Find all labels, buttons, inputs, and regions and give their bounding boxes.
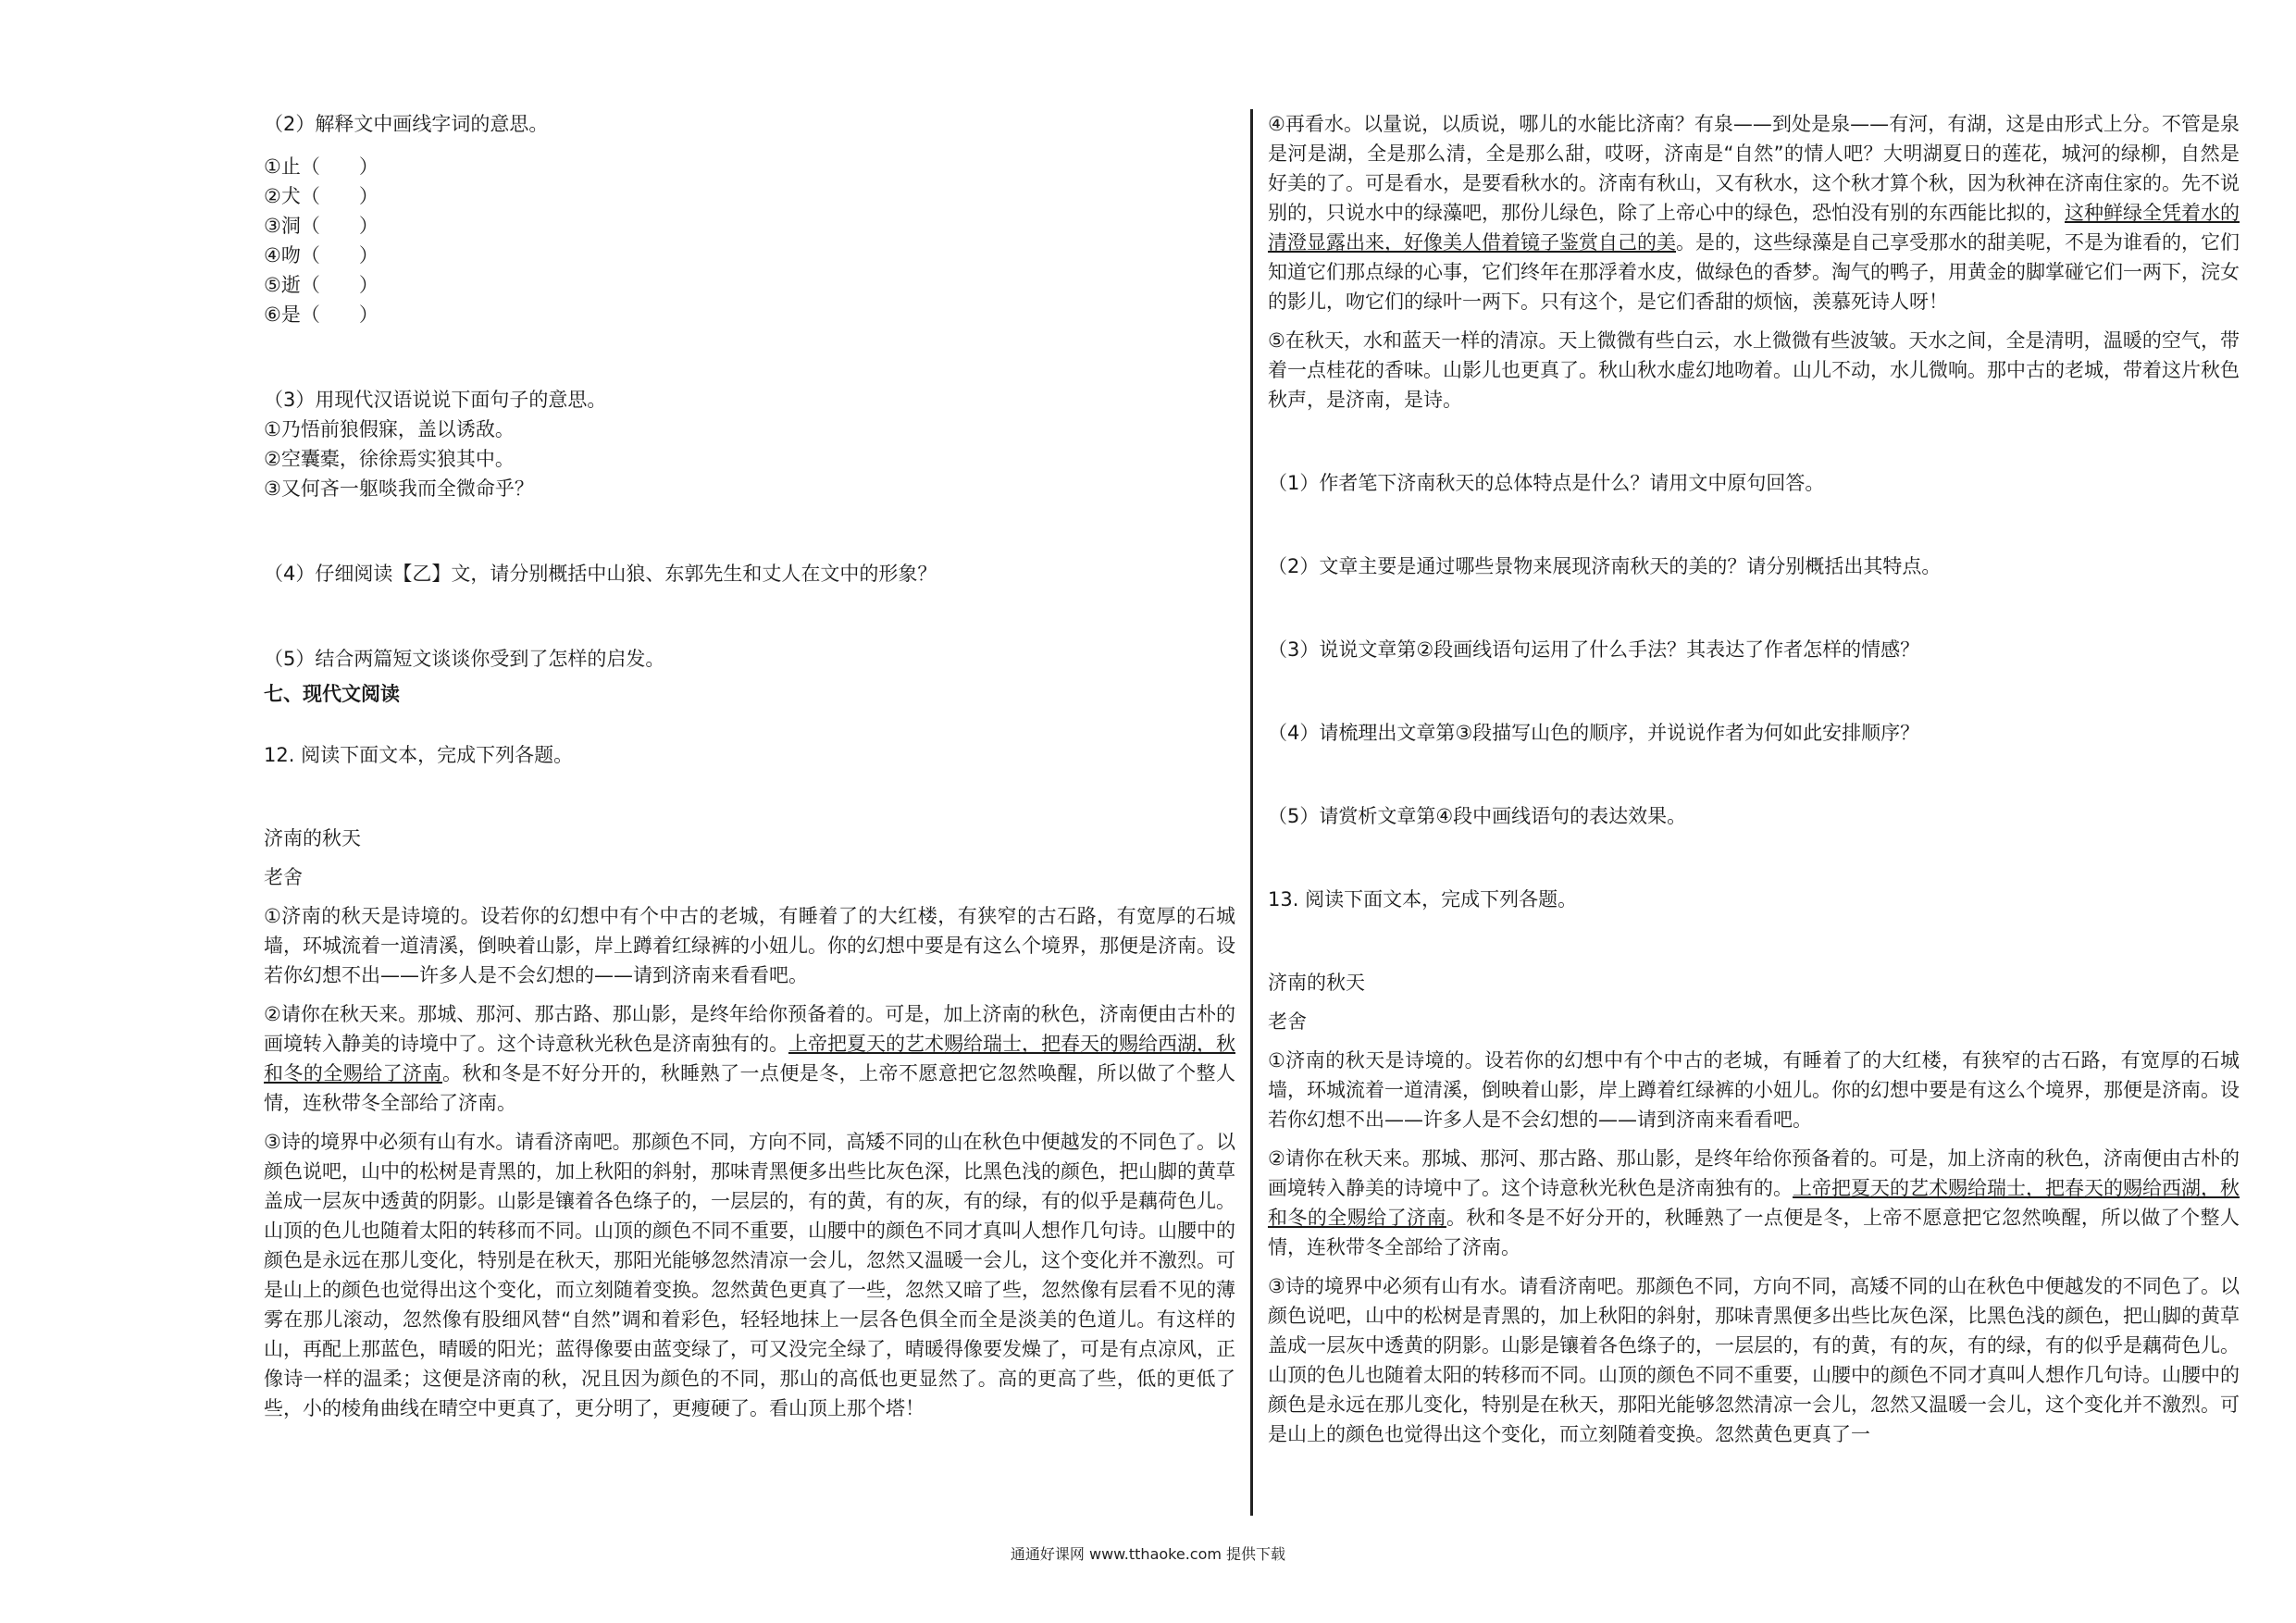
- page-footer: 通通好课网 www.tthaoke.com 提供下载: [1010, 1545, 1286, 1563]
- passage-paragraph-2: ②请你在秋天来。那城、那河、那古路、那山影，是终年给你预备着的。可是，加上济南的秋色，济南便由古朴的画境转入静美的诗境中了。这个诗意秋光秋色是济南独有的。上帝把夏天的艺术赐给瑞士，把春天的赐给西湖，秋和冬的全赐给了济南。秋和冬是不好分开的，秋睡熟了一点便是冬，上帝不愿意把它忽然唤醒，所以做了个整人情，连秋带冬全部给了济南。: [264, 1003, 1235, 1114]
- question-4: （4）仔细阅读【乙】文，请分别概括中山狼、东郭先生和丈人在文中的形象？: [264, 563, 937, 585]
- question-2-item: ③洞（ ）: [264, 215, 379, 237]
- question-3-item: ③又何吝一躯啖我而全微命乎？: [264, 477, 534, 500]
- question-13-intro: 13. 阅读下面文本，完成下列各题。: [1268, 888, 1578, 911]
- passage-title: 济南的秋天: [1268, 972, 1365, 994]
- question-3-stem: （3）用现代汉语说说下面句子的意思。: [264, 389, 607, 411]
- question-2-item: ④吻（ ）: [264, 244, 379, 266]
- passage-author: 老舍: [264, 866, 303, 888]
- question-3-item: ②空囊橐，徐徐焉实狼其中。: [264, 448, 515, 470]
- right-column: [1268, 109, 2240, 1449]
- passage-paragraph-3: ③诗的境界中必须有山有水。请看济南吧。那颜色不同，方向不同，高矮不同的山在秋色中便越发的不同色了。以颜色说吧，山中的松树是青黑的，加上秋阳的斜射，那味青黑便多出些比灰色深，比黑色浅的颜色，把山脚的黄草盖成一层灰中透黄的阴影。山影是镶着各色绦子的，一层层的，有的黄，有的灰，有的绿，有的似乎是藕荷色儿。山顶的色儿也随着太阳的转移而不同。山顶的颜色不同不重要，山腰中的颜色不同才真叫人想作几句诗。山腰中的颜色是永远在那儿变化，特别是在秋天，那阳光能够忽然清凉一会儿，忽然又温暖一会儿，这个变化并不激烈。可是山上的颜色也觉得出这个变化，而立刻随着变换。忽然黄色更真了一些，忽然又暗了些，忽然像有层看不见的薄雾在那儿滚动，忽然像有股细风替“自然”调和着彩色，轻轻地抹上一层各色俱全而全是淡美的色道儿。有这样的山，再配上那蓝色，晴暖的阳光；蓝得像要由蓝变绿了，可又没完全绿了，晴暖得像要发燥了，可是有点凉风，正像诗一样的温柔；这便是济南的秋，况且因为颜色的不同，那山的高低也更显然了。高的更高了些，低的更低了些，小的棱角曲线在晴空中更真了，更分明了，更瘦硬了。看山顶上那个塔！: [264, 1131, 1235, 1419]
- question-12-intro: 12. 阅读下面文本，完成下列各题。: [264, 744, 574, 766]
- passage-title: 济南的秋天: [264, 827, 361, 849]
- reading-question-1: （1）作者笔下济南秋天的总体特点是什么？请用文中原句回答。: [1268, 472, 1825, 494]
- passage-paragraph-4: ④再看水。以量说，以质说，哪儿的水能比济南？有泉——到处是泉——有河，有湖，这是由形式上分。不管是泉是河是湖，全是那么清，全是那么甜，哎呀，济南是“自然”的情人吧？大明湖夏日的莲花，城河的绿柳，自然是好美的了。可是看水，是要看秋水的。济南有秋山，又有秋水，这个秋才算个秋，因为秋神在济南住家的。先不说别的，只说水中的绿藻吧，那份儿绿色，除了上帝心中的绿色，恐怕没有别的东西能比拟的，这种鲜绿全凭着水的清澄显露出来，好像美人借着镜子鉴赏自己的美。是的，这些绿藻是自己享受那水的甜美呢，不是为谁看的，它们知道它们那点绿的心事，它们终年在那浮着水皮，做绿色的香梦。淘气的鸭子，用黄金的脚掌碰它们一两下，浣女的影儿，吻它们的绿叶一两下。只有这个，是它们香甜的烦恼，羡慕死诗人呀！: [1268, 113, 2240, 313]
- question-2-stem: （2）解释文中画线字词的意思。: [264, 113, 549, 135]
- left-column: [264, 109, 1235, 1423]
- reading-question-3: （3）说说文章第②段画线语句运用了什么手法？其表达了作者怎样的情感？: [1268, 638, 1920, 661]
- reading-question-5: （5）请赏析文章第④段中画线语句的表达效果。: [1268, 805, 1687, 827]
- question-2-item: ⑥是（ ）: [264, 304, 379, 326]
- reading-question-4: （4）请梳理出文章第③段描写山色的顺序，并说说作者为何如此安排顺序？: [1268, 722, 1920, 744]
- question-2-item: ⑤逝（ ）: [264, 274, 379, 296]
- underlined-sentence: 上帝把夏天的艺术赐给瑞士，把春天的赐给西湖，秋和冬的全赐给了济南: [264, 1033, 1235, 1084]
- section-heading: 七、现代文阅读: [264, 683, 400, 705]
- underlined-sentence: 上帝把夏天的艺术赐给瑞士，把春天的赐给西湖，秋和冬的全赐给了济南: [1268, 1177, 2240, 1229]
- passage-paragraph-1: ①济南的秋天是诗境的。设若你的幻想中有个中古的老城，有睡着了的大红楼，有狭窄的古石路，有宽厚的石城墙，环城流着一道清溪，倒映着山影，岸上蹲着红绿裤的小妞儿。你的幻想中要是有这么个境界，那便是济南。设若你幻想不出——许多人是不会幻想的——请到济南来看看吧。: [264, 905, 1235, 986]
- question-2-item: ②犬（ ）: [264, 185, 379, 207]
- passage-paragraph-2: ②请你在秋天来。那城、那河、那古路、那山影，是终年给你预备着的。可是，加上济南的秋色，济南便由古朴的画境转入静美的诗境中了。这个诗意秋光秋色是济南独有的。上帝把夏天的艺术赐给瑞士，把春天的赐给西湖，秋和冬的全赐给了济南。秋和冬是不好分开的，秋睡熟了一点便是冬，上帝不愿意把它忽然唤醒，所以做了个整人情，连秋带冬全部给了济南。: [1268, 1147, 2240, 1258]
- passage-paragraph-5: ⑤在秋天，水和蓝天一样的清凉。天上微微有些白云，水上微微有些波皱。天水之间，全是清明，温暖的空气，带着一点桂花的香味。山影儿也更真了。秋山秋水虚幻地吻着。山儿不动，水儿微响。那中古的老城，带着这片秋色秋声，是济南，是诗。: [1268, 329, 2240, 411]
- passage-author: 老舍: [1268, 1010, 1307, 1033]
- question-2-item: ①止（ ）: [264, 155, 379, 178]
- passage-paragraph-1: ①济南的秋天是诗境的。设若你的幻想中有个中古的老城，有睡着了的大红楼，有狭窄的古石路，有宽厚的石城墙，环城流着一道清溪，倒映着山影，岸上蹲着红绿裤的小妞儿。你的幻想中要是有这么个境界，那便是济南。设若你幻想不出——许多人是不会幻想的——请到济南来看看吧。: [1268, 1049, 2240, 1131]
- reading-question-2: （2）文章主要是通过哪些景物来展现济南秋天的美的？请分别概括出其特点。: [1268, 555, 1942, 577]
- question-3-item: ①乃悟前狼假寐，盖以诱敌。: [264, 418, 515, 440]
- passage-paragraph-3: ③诗的境界中必须有山有水。请看济南吧。那颜色不同，方向不同，高矮不同的山在秋色中便越发的不同色了。以颜色说吧，山中的松树是青黑的，加上秋阳的斜射，那味青黑便多出些比灰色深，比黑色浅的颜色，把山脚的黄草盖成一层灰中透黄的阴影。山影是镶着各色绦子的，一层层的，有的黄，有的灰，有的绿，有的似乎是藕荷色儿。山顶的色儿也随着太阳的转移而不同。山顶的颜色不同不重要，山腰中的颜色不同才真叫人想作几句诗。山腰中的颜色是永远在那儿变化，特别是在秋天，那阳光能够忽然清凉一会儿，忽然又温暖一会儿，这个变化并不激烈。可是山上的颜色也觉得出这个变化，而立刻随着变换。忽然黄色更真了一: [1268, 1275, 2240, 1445]
- underlined-sentence: 这种鲜绿全凭着水的清澄显露出来，好像美人借着镜子鉴赏自己的美: [1268, 202, 2240, 254]
- column-divider: [1250, 109, 1253, 1516]
- question-5: （5）结合两篇短文谈谈你受到了怎样的启发。: [264, 648, 665, 670]
